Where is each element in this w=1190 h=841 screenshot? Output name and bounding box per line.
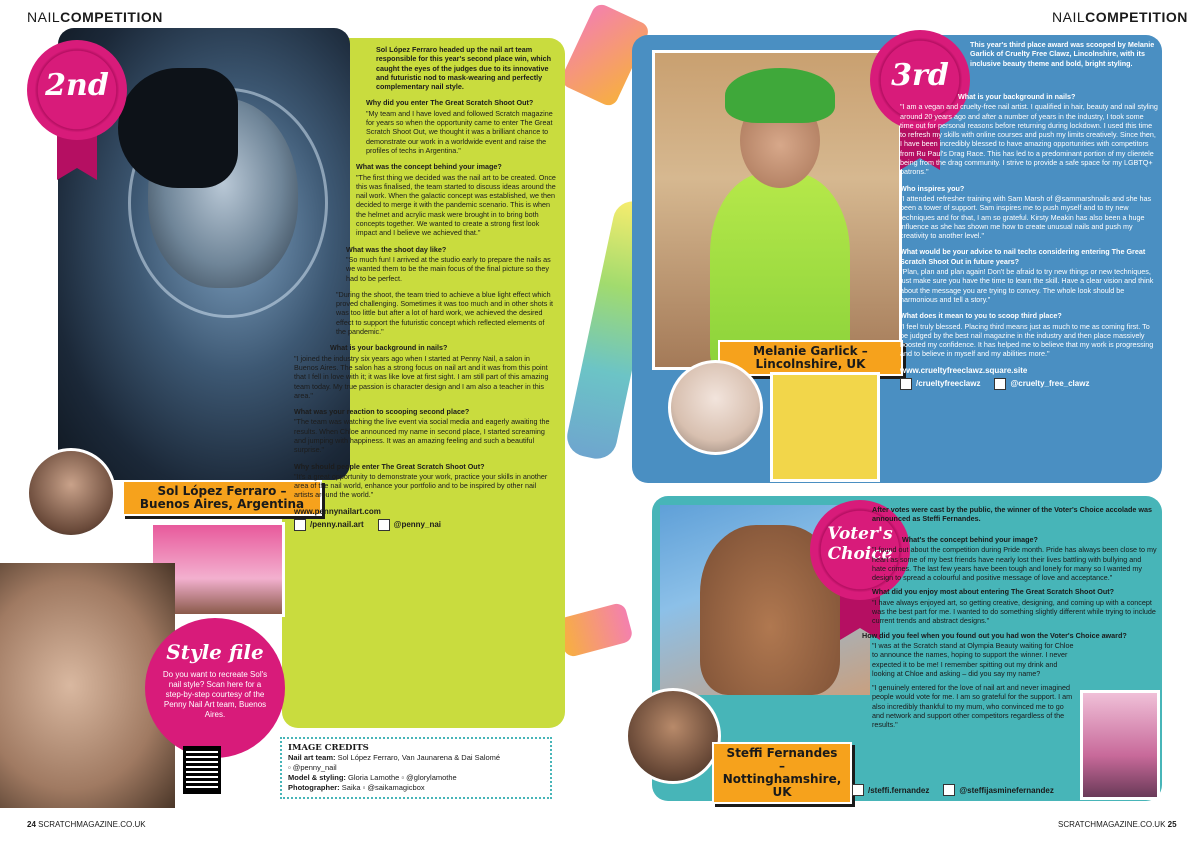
facebook-icon (852, 784, 864, 796)
third-a4: "I feel truly blessed. Placing third means just as much to me as coming first. To be judged by the best nail magazine in the industry and then place massively boosted my confidence. It has helped me to believe that my work is progressing and to believe in myself and my abilities more." (900, 321, 1154, 359)
voters-a2: "I have always enjoyed art, so getting creative, designing, and coming up with a concept was the best part for me. I wanted to do something slightly different while trying to include current trends and abstract designs." (872, 597, 1156, 626)
voters-choice-caption: Steffi Fernandes – Nottinghamshire, UK (712, 742, 852, 804)
third-ig[interactable]: @cruelty_free_clawz (1010, 379, 1090, 389)
voters-choice-article-body (862, 535, 1157, 737)
second-ig[interactable]: @penny_nai (393, 520, 442, 530)
second-fb[interactable]: /penny.nail.art (310, 520, 364, 530)
ribbon-label: 3rd (891, 58, 949, 93)
voters-a3b: "I genuinely entered for the love of nail art and never imagined people would vote for me. I am so grateful for the support. I am also incredibly thankful to my mum, who convinced me to go and network and support other competitors regardless of the results." (872, 683, 1073, 730)
style-file-circle (145, 618, 285, 758)
third-place-caption: Melanie Garlick – Lincolnshire, UK (718, 340, 903, 376)
second-a6: "It's a great opportunity to demonstrate your work, practice your skills in another area of the nail world, enhance your portfolio and to be inspired by other nail artists around the world." (294, 471, 548, 500)
instagram-icon: ▫ (362, 783, 366, 792)
second-place-article (294, 45, 556, 705)
instagram-icon: ▫ (401, 773, 405, 782)
second-a3: "So much fun! I arrived at the studio early to prepare the nails as we wanted them to be the main focus of the final picture so they had to be perfect. (346, 254, 551, 283)
third-a3: "Plan, plan and plan again! Don't be afraid to try new things or new techniques, just make sure you have the time to learn the skill. Have a clear vision and think about the message you are trying to convey. The whole look should be harmonious and tell a story." (900, 267, 1154, 304)
footer-left: 24 SCRATCHMAGAZINE.CO.UK (27, 820, 146, 829)
third-website[interactable]: www.crueltyfreeclawz.square.site (900, 365, 1028, 375)
instagram-icon (378, 519, 390, 531)
ribbon-rosette (27, 40, 127, 140)
third-a2: "I attended refresher training with Sam Marsh of @sammarshnails and she has been a tower of support. Sam inspires me to push myself and to try new techniques and for that, I am so grateful. Kirsty Meakin has also been a huge influence as she has shown me how to create unusual nails and push my creativity to another level." (900, 193, 1152, 241)
steffi-portrait (625, 688, 721, 784)
second-a2: "The first thing we decided was the nail art to be created. Once this was finalised, the team started to discuss ideas around the nail work. When the galactic concept was established, we then decided to merge it with the pandemic scenario. This is when the helmet and acrylic mask were brought in to bring both concepts together. We wanted to create a strong first look impact and I believe we achieved that." (356, 172, 556, 238)
credits-title: IMAGE CREDITS (288, 743, 369, 753)
ribbon-label: 2nd (45, 68, 109, 103)
voters-a1: "I found out about the competition during Pride month. Pride has always been close to my heart as some of my best friends have nearly lost their lives battling with bullying and hate crimes. The last few years have been tough and lonely for many so I wanted my design to spread a colourful and positive message of love and acceptance." (872, 545, 1157, 583)
qr-code[interactable] (183, 746, 221, 794)
voters-q1: What's the concept behind your image? (902, 535, 1038, 544)
header-right: NAILCOMPETITION (1052, 9, 1188, 25)
style-file-title: Style file (166, 640, 264, 664)
third-q1: What is your background in nails? (958, 92, 1076, 101)
second-intro: Sol López Ferraro headed up the nail art team responsible for this year's second place win, which caught the eyes of the judges due to its innovative and futuristic nod to mask-wearing and perfectly complementary nail style. (376, 45, 552, 92)
third-social (900, 378, 1158, 390)
paint-stroke-orange (556, 602, 634, 659)
voters-intro: After votes were cast by the public, the winner of the Voter's Choice accolade was announced as Steffi Fernandes. (872, 505, 1152, 524)
third-fb[interactable]: /crueltyfreeclawz (916, 379, 981, 389)
second-a5: "The team was watching the live event via social media and eagerly awaiting the results. When Chloe announced my name in second place, I started screaming and jumping with happiness. It was an amazing feeling and such a beautiful surprise." (294, 417, 550, 455)
third-place-article-body (900, 92, 1158, 390)
footer-right: SCRATCHMAGAZINE.CO.UK 25 (1058, 820, 1177, 829)
third-intro: This year's third place award was scooped by Melanie Garlick of Cruelty Free Clawz, Lincolnshire, with its inclusive beauty theme and bold, bright styling. (970, 40, 1155, 68)
third-q2: Who inspires you? (900, 183, 965, 193)
style-file-body: Do you want to recreate Sol's nail style? Scan here for a step-by-step courtesy of the Penny Nail Art team, Buenos Aires. (162, 670, 268, 719)
second-place-ribbon (22, 40, 132, 180)
instagram-icon: ▫ (288, 763, 291, 772)
voters-social (852, 784, 1054, 796)
image-credits-box: IMAGE CREDITS Nail art team: Sol López Ferraro, Van Jaunarena & Dai Salomé ▫ @penny_nail Model & styling: Gloria Lamothe ▫ @glorylamothe Photographer: Saika ▫ @saikamagicbox (280, 737, 552, 799)
second-q2: What was the concept behind your image? (356, 162, 502, 172)
model-green-hair (725, 68, 835, 123)
second-website[interactable]: www.pennynailart.com (294, 506, 381, 516)
voters-a3: "I was at the Scratch stand at Olympia Beauty waiting for Chloe to announce the names, hoping to support the winner. I never expected it to be me! I remember spitting out my drink and looking at Chloe and asking – did you say my name? (872, 640, 1074, 678)
sol-portrait (26, 448, 116, 538)
third-q4: What does it mean to you to scoop third place? (900, 311, 1062, 321)
model-hair (118, 68, 238, 188)
second-q5: What was your reaction to scooping second place? (294, 407, 470, 417)
voters-q3: How did you feel when you found out you had won the Voter's Choice award? (862, 630, 1127, 640)
nail-art-display-photo (770, 372, 880, 482)
ribbon-label: Voter's Choice (827, 524, 893, 564)
second-q1: Why did you enter The Great Scratch Shoot Out? (366, 98, 534, 108)
second-q4: What is your background in nails? (330, 343, 448, 353)
second-a3b: "During the shoot, the team tried to achieve a blue light effect which proved challenging. Sometimes it was too much and in other shots it was too little but after a lot of hard work, we achieved the desired effect to support the futuristic concept which reflected elements of the pandemic." (336, 289, 553, 337)
facebook-icon (900, 378, 912, 390)
voters-fb[interactable]: /steffi.fernandez (868, 785, 930, 795)
voters-choice-article (872, 505, 1157, 528)
second-a4: "I joined the industry six years ago when I started at Penny Nail, a salon in Buenos Aires. The salon has a strong focus on nail art and it was from this point that I fell in love with it; it was like love at first sight. I am still part of this amazing team today. My true passion is character design and I am also a teacher in this area." (294, 353, 549, 400)
facebook-icon (294, 519, 306, 531)
second-social (294, 519, 556, 531)
third-q3: What would be your advice to nail techs considering entering The Great Scratch Shoot Out in future years? (900, 247, 1146, 266)
second-place-caption: Sol López Ferraro – Buenos Aires, Argentina (122, 480, 322, 516)
third-a1: "I am a vegan and cruelty-free nail artist. I qualified in hair, beauty and nail styling around 20 years ago and after a number of years in the industry, I took some time out for personal reasons before returning during lockdown. I used this time to refresh my skills with online courses and push my limits creatively. Since then, I have been incredibly blessed to have amazing opportunities with competitors from Ru Paul's Drag Race. This has led to a predominant portion of my clientele being from the drag community. I strive to provide a safe space for my LGBTQ+ patrons." (900, 102, 1158, 177)
melanie-portrait (668, 360, 763, 455)
instagram-icon (994, 378, 1006, 390)
voters-ig[interactable]: @steffijasminefernandez (959, 785, 1054, 795)
second-q6: Why should people enter The Great Scratch Shoot Out? (294, 461, 485, 471)
voters-q2: What did you enjoy most about entering The Great Scratch Shoot Out? (872, 587, 1114, 597)
second-q3: What was the shoot day like? (346, 244, 447, 254)
second-a1: "My team and I have loved and followed Scratch magazine for years so when the opportunity came to enter The Great Scratch Shoot Out, we thought it was a brilliant chance to demonstrate our work in a worldwide event and raise the profiles of techs in Argentina." (366, 108, 553, 155)
instagram-icon (943, 784, 955, 796)
header-left: NAILCOMPETITION (27, 9, 163, 25)
